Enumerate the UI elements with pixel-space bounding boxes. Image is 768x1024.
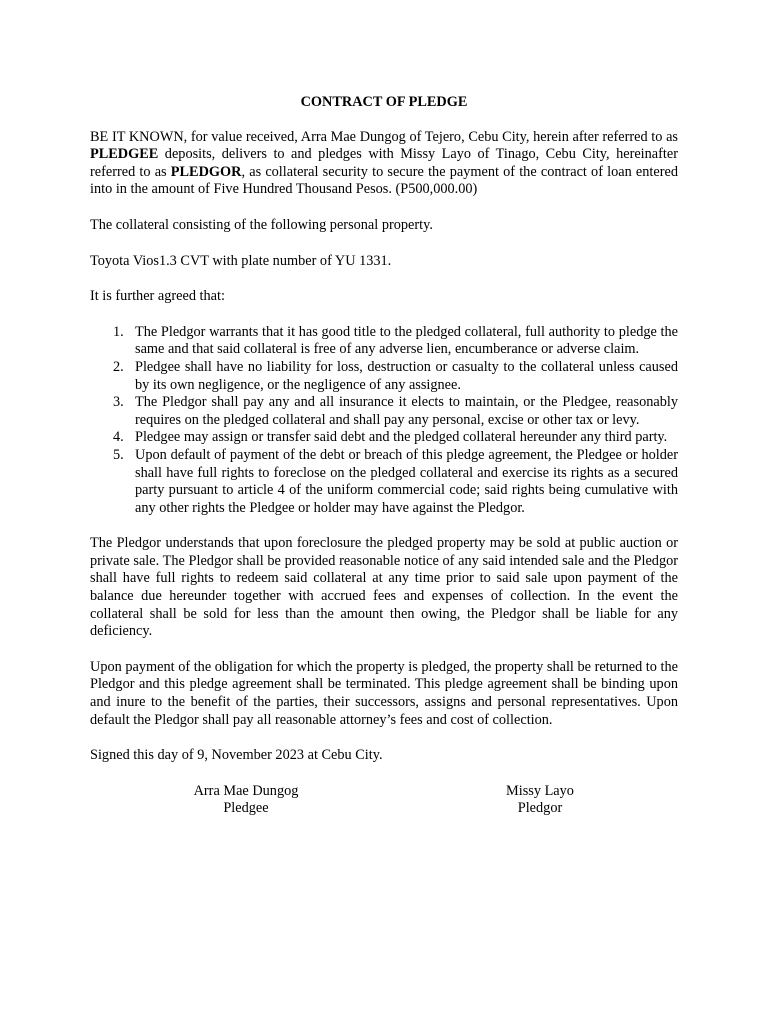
foreclosure-paragraph: The Pledgor understands that upon foreclosure the pledged property may be sold at public auction or private sale. The Pledgor shall be provided reasonable notice of any said intended sale and the Pledgor shall have full rights to redeem said collateral at any time prior to said sale upon payment of the balance due hereunder together with accrued fees and expenses of collection. In the event the collateral shall be sold for less than the amount then owing, the Pledgor shall be liable for any deficiency. [90,535,678,640]
terms-list [90,324,678,518]
term-item-2: Pledgee shall have no liability for loss, destruction or casualty to the collateral unless caused by its own negligence, or the negligence of any assignee. [135,358,678,393]
agreed-intro: It is further agreed that: [90,288,225,305]
intro-text-part2: deposits, delivers to and pledges with Missy Layo of Tinago, Cebu City, hereinafter referred to as [90,146,678,180]
intro-text-part1: BE IT KNOWN, for value received, Arra Mae Dungog of Tejero, Cebu City, herein after referred to as [90,128,678,145]
pledgor-role: Pledgor [517,800,563,817]
signature-block [90,783,678,823]
term-item-4: Pledgee may assign or transfer said debt and the pledged collateral hereunder any third party. [135,429,668,446]
signed-line: Signed this day of 9, November 2023 at Cebu City. [90,747,383,764]
pledgee-name: Arra Mae Dungog [193,782,299,799]
document-title: CONTRACT OF PLEDGE [300,94,468,110]
collateral-intro: The collateral consisting of the following personal property. [90,216,433,233]
term-item-3: The Pledgor shall pay any and all insurance it elects to maintain, or the Pledgee, reasonably requires on the pledged collateral and shall pay any personal, excise or other tax or levy. [135,394,678,428]
pledgee-term: PLEDGEE [90,146,159,163]
intro-text-part3: , as collateral security to secure the payment of the contract of loan entered into in the amount of Five Hundred Thousand Pesos. (P500,000.00) [90,163,678,198]
pledgor-term: PLEDGOR [170,163,242,180]
pledgor-signature [460,783,620,818]
pledgee-signature [166,783,326,818]
intro-paragraph [90,129,678,199]
payment-paragraph: Upon payment of the obligation for which the property is pledged, the property shall be returned to the Pledgor and this pledge agreement shall be terminated. This pledge agreement shall be binding upon and inure to the benefit of the parties, their successors, assigns and personal representatives. Upon default the Pledgor shall pay all reasonable attorney’s fees and cost of collection. [90,658,678,728]
pledgor-name: Missy Layo [506,782,574,799]
term-item-5: Upon default of payment of the debt or breach of this pledge agreement, the Pledgee or holder shall have full rights to foreclose on the pledged collateral and exercise its rights as a secured party pursuant to article 4 of the uniform commercial code; said rights being cumulative with any other rights the Pledgee or holder may have against the Pledgor. [135,446,678,516]
contract-page [90,94,678,823]
collateral-item: Toyota Vios1.3 CVT with plate number of YU 1331. [90,252,392,269]
term-item-1: The Pledgor warrants that it has good title to the pledged collateral, full authority to pledge the same and that said collateral is free of any adverse lien, encumberance or adverse claim. [135,323,678,358]
pledgee-role: Pledgee [223,800,269,817]
